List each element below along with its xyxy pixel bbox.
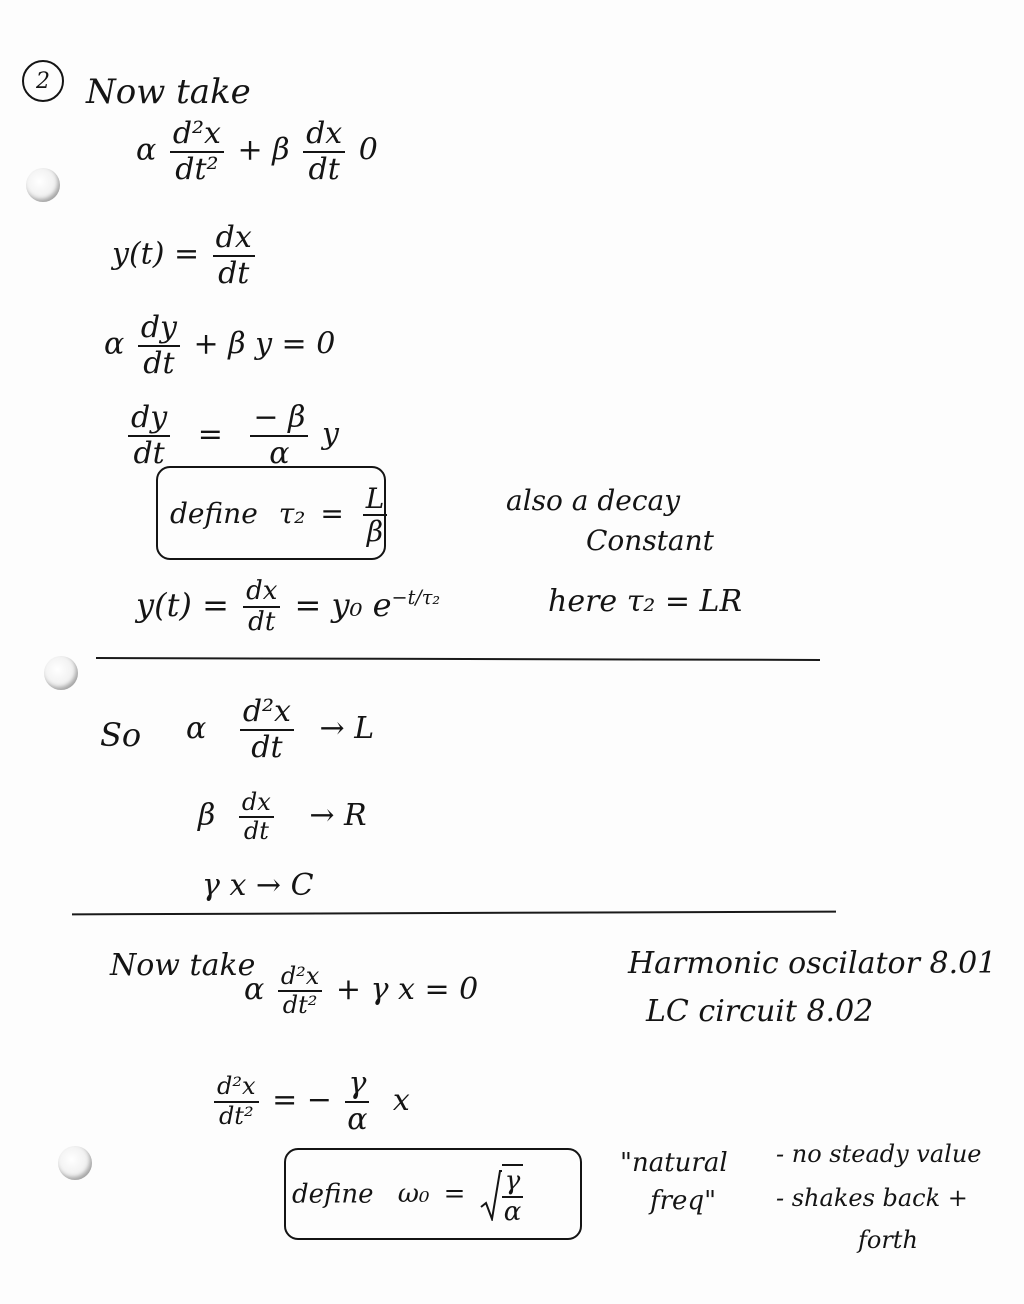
beta-over-alpha — [250, 402, 308, 469]
binder-hole-top — [26, 168, 60, 202]
first-derivative — [303, 118, 345, 185]
binder-hole-middle — [44, 656, 78, 690]
beta-symbol: β — [198, 798, 216, 834]
mapping-R — [198, 790, 367, 844]
oscillator-note-line2: LC circuit 8.02 — [646, 994, 874, 1029]
equals: = — [197, 416, 223, 452]
natural-label-1: "natural — [620, 1148, 728, 1178]
second-derivative — [170, 118, 224, 185]
frac-den: dt — [218, 255, 250, 291]
frac-num: dy — [138, 312, 180, 347]
L-over-beta — [363, 484, 388, 547]
define-label: define — [170, 496, 258, 530]
section-number-text: 2 — [36, 68, 50, 94]
y-frac — [213, 222, 255, 289]
bullet-shakes: - shakes back + — [776, 1184, 968, 1212]
frac-num: dx — [239, 790, 274, 818]
divider-1 — [96, 657, 820, 661]
sol-exponent: −t/τ₂ — [391, 586, 441, 610]
frac-den: dt² — [218, 1101, 254, 1130]
alpha-symbol: α — [186, 710, 207, 746]
natural-label-2: freq" — [650, 1186, 717, 1216]
tau2-symbol: τ₂ — [278, 496, 306, 530]
sqrt-gamma-alpha — [502, 1164, 524, 1227]
equation-omega — [210, 1068, 410, 1135]
frac-den: α — [269, 435, 290, 471]
section-number — [22, 60, 64, 102]
frac-num: L — [363, 484, 388, 516]
equation-first-order — [104, 312, 335, 379]
decay-note-line2: Constant — [586, 524, 714, 557]
bullet-forth: forth — [858, 1226, 918, 1254]
frac-den: α — [347, 1101, 368, 1137]
frac-den: dt² — [282, 991, 318, 1020]
sol-lhs: y(t) = — [136, 585, 229, 624]
divider-2 — [72, 911, 836, 916]
section1-heading: Now take — [86, 72, 251, 112]
frac-den: dt — [143, 345, 175, 381]
y-variable: y — [321, 416, 339, 452]
frac-num: d²x — [278, 964, 323, 992]
alpha-symbol: α — [244, 972, 265, 1008]
mapping-C: γ x → C — [202, 868, 314, 903]
d2x-dt2 — [278, 964, 323, 1018]
frac-num: dx — [303, 118, 345, 153]
so-label: So — [100, 716, 142, 754]
frac-num: d²x — [214, 1074, 259, 1102]
mapping-L — [186, 696, 374, 763]
arrow-to-L: → L — [319, 710, 375, 746]
dx-dt — [239, 790, 274, 844]
x-variable: x — [392, 1082, 410, 1118]
frac-num: d²x — [170, 118, 224, 153]
arrow-to-R: → R — [309, 798, 367, 834]
frac-den: β — [366, 515, 384, 549]
frac-den: dt² — [175, 151, 219, 187]
frac-num: dy — [128, 402, 170, 437]
y-definition — [112, 222, 259, 289]
oscillator-note-line1: Harmonic oscilator 8.01 — [628, 946, 997, 981]
equals: = — [320, 496, 344, 530]
plus-gamma-x: + γ x = 0 — [335, 972, 479, 1008]
dy-dt — [128, 402, 170, 469]
bullet-no-steady: - no steady value — [776, 1140, 982, 1168]
frac-num: γ — [502, 1168, 524, 1198]
solution-equation — [136, 578, 440, 637]
define-tau — [170, 484, 391, 547]
equation-rearranged — [124, 402, 339, 469]
plus-beta-y: + β y = 0 — [193, 326, 336, 362]
decay-note-line1: also a decay — [506, 484, 681, 517]
equals: = — [443, 1179, 466, 1210]
frac-den: dt — [243, 817, 269, 846]
frac-num: dx — [243, 578, 280, 608]
plus-beta: + β — [237, 132, 290, 168]
y-lhs: y(t) = — [112, 236, 200, 272]
d2x-dt2 — [214, 1074, 259, 1128]
zero: 0 — [358, 132, 378, 168]
alpha-symbol: α — [104, 326, 125, 362]
frac-den: α — [503, 1197, 522, 1228]
define-omega — [292, 1164, 527, 1227]
define-label: define — [292, 1179, 374, 1210]
frac-den: dt — [308, 151, 340, 187]
dx-dt — [243, 578, 280, 637]
sqrt-icon — [480, 1169, 502, 1221]
equals-minus: = − — [272, 1082, 332, 1118]
omega0-symbol: ω₀ — [397, 1179, 430, 1210]
binder-hole-bottom — [58, 1146, 92, 1180]
d2x-dt — [240, 696, 294, 763]
frac-num: γ — [345, 1068, 369, 1103]
frac-num: − β — [250, 402, 308, 437]
frac-num: dx — [213, 222, 255, 257]
dy-dt — [138, 312, 180, 379]
sol-rhs: = y₀ e — [294, 585, 392, 624]
equation-oscillator — [244, 964, 478, 1018]
frac-den: dt — [133, 435, 165, 471]
section3-heading: Now take — [110, 948, 256, 983]
frac-num: d²x — [240, 696, 294, 731]
here-note: here τ₂ = LR — [548, 584, 743, 619]
equation-damped — [136, 118, 378, 185]
frac-den: dt — [248, 607, 276, 638]
gamma-over-alpha — [345, 1068, 369, 1135]
alpha-symbol: α — [136, 132, 157, 168]
frac-den: dt — [251, 729, 283, 765]
